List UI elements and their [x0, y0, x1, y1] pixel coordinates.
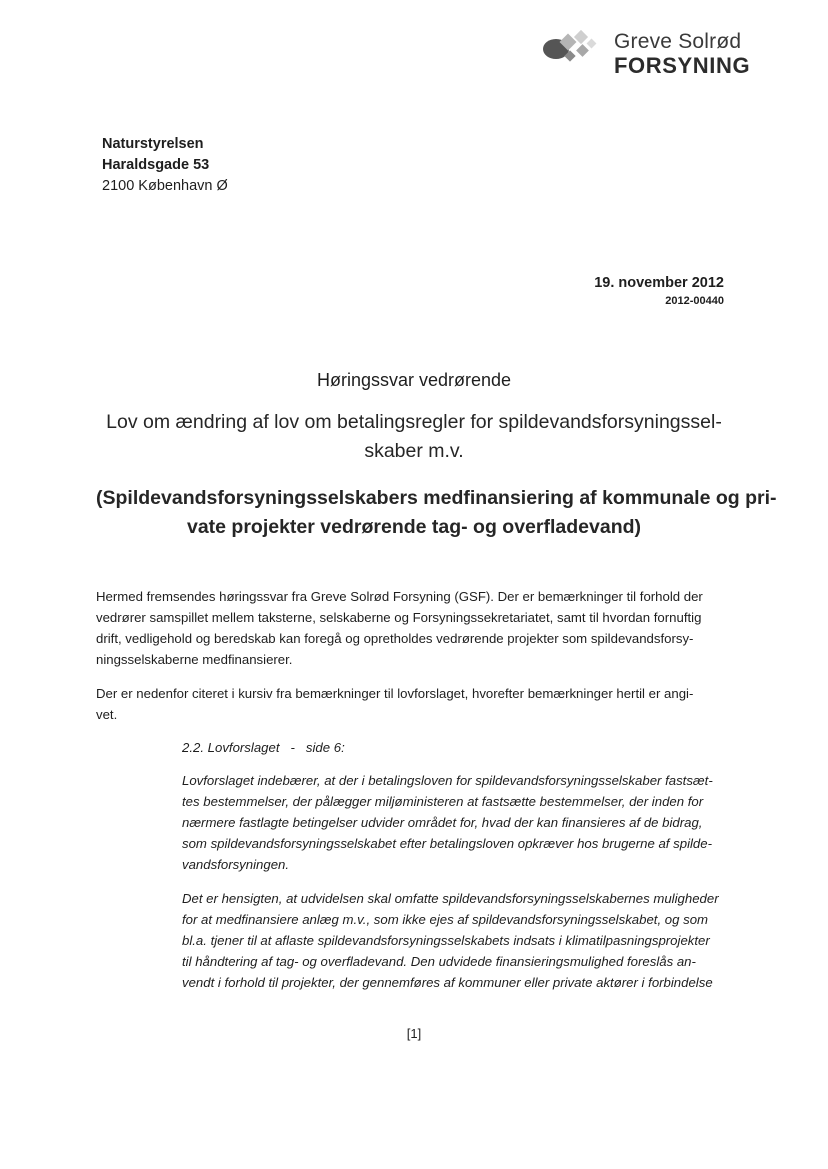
- text-line: vedrører samspillet mellem taksterne, selskaberne og Forsyningssekretariatet, samt til hvordan fornuftig: [96, 610, 702, 625]
- heading-subtitle-line: vate projekter vedrørende tag- og overfladevand): [186, 516, 642, 538]
- heading-subtitle-line: (Spildevandsforsyningsselskabers medfinansiering af kommunale og pri-: [96, 487, 777, 509]
- text-line: drift, vedligehold og beredskab kan foregå og opretholdes vedrørende projekter som spildevandsforsy-: [96, 631, 694, 646]
- recipient-city: 2100 København Ø: [102, 178, 228, 194]
- text-line: vet.: [96, 707, 118, 722]
- quote-line: til håndtering af tag- og overfladevand. Den udvidede finansieringsmulighed foreslås an-: [182, 954, 696, 969]
- logo-mark-icon: [540, 26, 610, 82]
- company-logo: [540, 26, 750, 82]
- quote-paragraph-1: [182, 770, 734, 875]
- quote-line: Det er hensigten, at udvidelsen skal omfatte spildevandsforsyningsselskabernes muligheder: [182, 891, 719, 906]
- quote-line: vandsforsyningen.: [182, 857, 290, 872]
- text-line: Hermed fremsendes høringssvar fra Greve Solrød Forsyning (GSF). Der er bemærkninger til forhold der: [96, 589, 703, 604]
- logo-company-subname: FORSYNING: [614, 53, 751, 78]
- quote-line: bl.a. tjener til at aflaste spildevandsforsyningsselskabets indsats i klimatilpasningsprojekter: [182, 933, 710, 948]
- quote-line: tes bestemmelser, der pålægger miljøministeren at fastsætte bestemmelser, der inden for: [182, 794, 704, 809]
- quote-heading: 2.2. Lovforslaget - side 6:: [182, 740, 345, 755]
- heading-title-line: Lov om ændring af lov om betalingsregler for spildevandsforsyningssel-: [106, 411, 722, 433]
- text-line: Der er nedenfor citeret i kursiv fra bemærkninger til lovforslaget, hvorefter bemærkninger hertil er angi-: [96, 686, 694, 701]
- heading-intro: Høringssvar vedrørende: [316, 370, 512, 390]
- heading-title-line: skaber m.v.: [364, 440, 464, 462]
- quote-line: nærmere fastlagte betingelser udvider området for, hvad der kan finansieres af de bidrag,: [182, 815, 703, 830]
- recipient-street: Haraldsgade 53: [102, 157, 210, 173]
- letter-date: 19. november 2012: [594, 275, 724, 291]
- quote-line: vendt i forhold til projekter, der gennemføres af kommuner eller private aktører i forbindelse: [182, 975, 713, 990]
- quote-paragraph-2: [182, 888, 734, 993]
- heading-subtitle: [96, 484, 777, 542]
- recipient-address: [102, 134, 228, 197]
- intro-paragraph: [96, 586, 732, 670]
- quote-line: som spildevandsforsyningsselskabet efter betalingsloven opkræver hos brugerne af spilde-: [182, 836, 712, 851]
- logo-company-name: Greve Solrød: [614, 30, 742, 53]
- quote-line: for at medfinansiere anlæg m.v., som ikke ejes af spildevandsforsyningsselskabet, og som: [182, 912, 709, 927]
- text-line: ningsselskaberne medfinansierer.: [96, 652, 293, 667]
- recipient-name: Naturstyrelsen: [102, 136, 204, 152]
- date-block: [594, 273, 724, 309]
- quote-line: Lovforslaget indebærer, at der i betalingsloven for spildevandsforsyningsselskaber fastsæt-: [182, 773, 713, 788]
- page-number: [1]: [406, 1026, 422, 1041]
- heading-title: [96, 408, 732, 466]
- reference-number: 2012-00440: [665, 295, 724, 307]
- note-paragraph: [96, 683, 732, 725]
